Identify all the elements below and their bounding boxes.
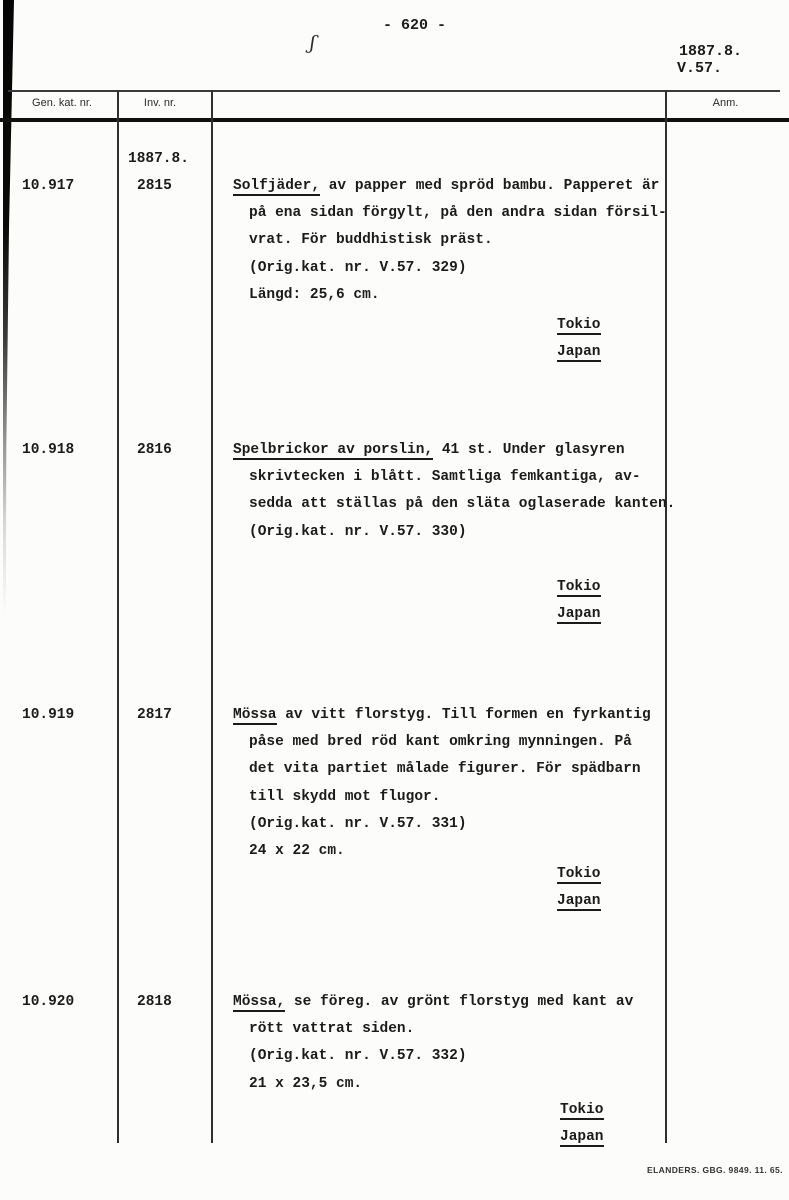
origin-country: Japan (557, 606, 601, 622)
entry-line: det vita partiet målade figurer. För spädbarn (249, 761, 641, 778)
entry-first-line (233, 702, 651, 729)
entry-description (233, 702, 651, 865)
entry-line: (Orig.kat. nr. V.57. 331) (249, 815, 467, 832)
entry-line: (Orig.kat. nr. V.57. 330) (249, 523, 467, 540)
gen-kat-nr: 10.918 (22, 442, 75, 458)
col-header-gen-kat-nr: Gen. kat. nr. (32, 97, 92, 109)
entry-line: 21 x 23,5 cm. (249, 1075, 363, 1092)
col-header-inv-nr: Inv. nr. (143, 97, 177, 109)
origin-city: Tokio (557, 317, 601, 333)
inv-year-label: 1887.8. (128, 151, 189, 167)
inv-nr: 2818 (137, 994, 172, 1010)
column-divider-2 (211, 91, 213, 1143)
entry-line: Längd: 25,6 cm. (249, 286, 380, 303)
inv-nr: 2815 (137, 178, 172, 194)
entry-title: Mössa (233, 707, 277, 723)
entry-description (233, 437, 675, 546)
catalog-ref-year: 1887.8. (679, 43, 743, 60)
entry-line: rött vattrat siden. (249, 1021, 415, 1038)
inv-nr: 2816 (137, 442, 172, 458)
gen-kat-nr: 10.917 (22, 178, 75, 194)
entry-first-line (233, 437, 675, 464)
entry-title-rest: 41 st. Under glasyren (433, 442, 625, 458)
entry-line: skrivtecken i blått. Samtliga femkantiga, av- (249, 469, 641, 486)
entry-line: 24 x 22 cm. (249, 843, 345, 860)
catalog-ref-volume: V.57. (677, 60, 723, 77)
entry-title: Spelbrickor av porslin, (233, 442, 434, 458)
origin-country: Japan (560, 1129, 604, 1145)
origin-country: Japan (557, 893, 601, 909)
entry-line: på ena sidan förgylt, på den andra sidan försil- (249, 205, 667, 222)
col-header-anm: Anm. (712, 97, 739, 109)
entry-title-rest: se föreg. av grönt florstyg med kant av (285, 994, 634, 1010)
gen-kat-nr: 10.920 (22, 994, 75, 1010)
entry-description (233, 173, 667, 309)
entry-line: sedda att ställas på den släta oglaserade kanten. (249, 496, 676, 513)
stray-mark: ʃ (308, 31, 317, 55)
entry-line: till skydd mot flugor. (249, 788, 441, 805)
origin-city: Tokio (560, 1102, 604, 1118)
entry-title-rest: av vitt florstyg. Till formen en fyrkantig (276, 707, 651, 723)
entry-line: vrat. För buddhistisk präst. (249, 232, 493, 249)
inv-nr: 2817 (137, 707, 172, 723)
entry-first-line (233, 173, 667, 200)
scan-spine-shadow (3, 0, 14, 750)
entry-title: Solfjäder, (233, 178, 321, 194)
origin-city: Tokio (557, 866, 601, 882)
column-divider-1 (117, 91, 119, 1143)
printer-mark: ELANDERS. GBG. 9849. 11. 65. (647, 1165, 783, 1175)
gen-kat-nr: 10.919 (22, 707, 75, 723)
entry-first-line (233, 989, 633, 1016)
origin-city: Tokio (557, 579, 601, 595)
entry-line: (Orig.kat. nr. V.57. 332) (249, 1048, 467, 1065)
entry-line: påse med bred röd kant omkring mynningen. På (249, 734, 632, 751)
page-number: - 620 - (383, 17, 447, 34)
entry-title-rest: av papper med spröd bambu. Papperet är (320, 178, 660, 194)
origin-country: Japan (557, 344, 601, 360)
entry-line: (Orig.kat. nr. V.57. 329) (249, 259, 467, 276)
entry-title: Mössa, (233, 994, 286, 1010)
entry-description (233, 989, 633, 1098)
